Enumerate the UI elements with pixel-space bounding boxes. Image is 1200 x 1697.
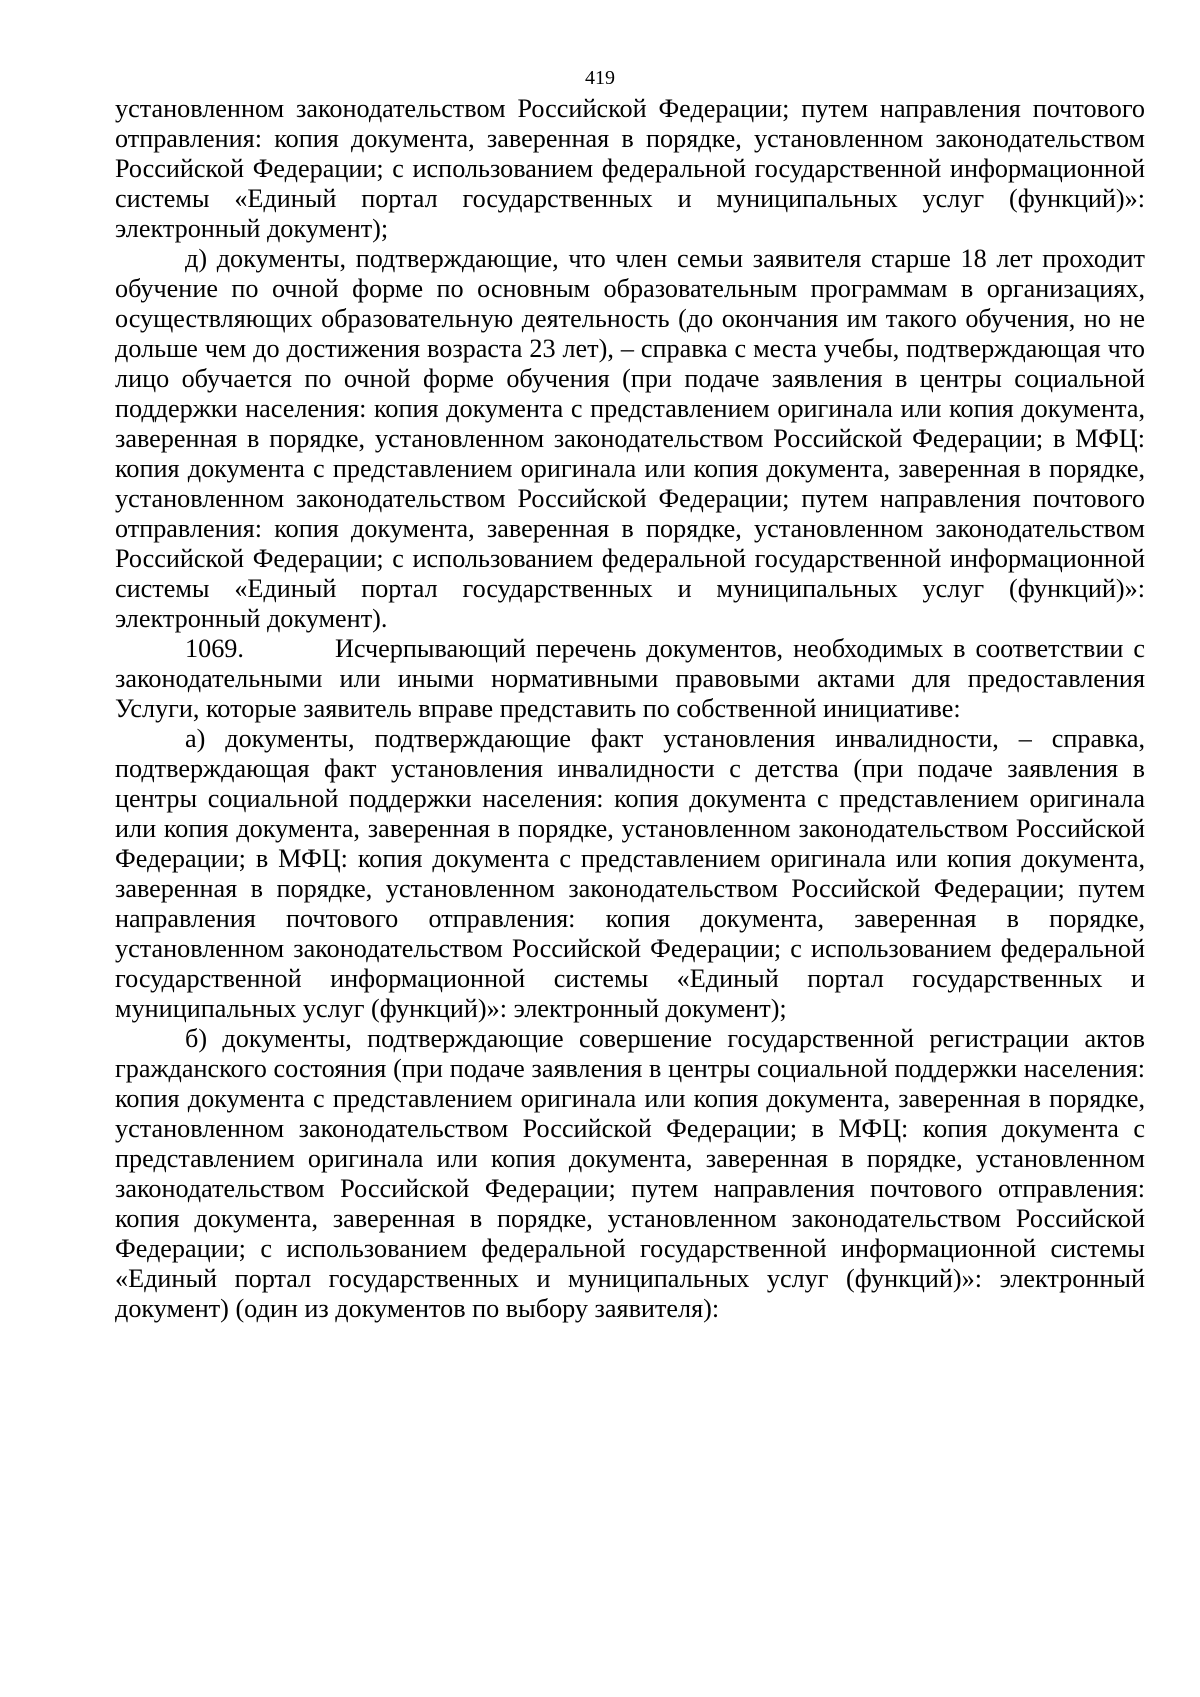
paragraph-item-d: д) документы, подтверждающие, что член семьи заявителя старше 18 лет проходит обучение по очной форме по основным образовательным программам в организациях, осуществляющих образовательную деятельность (до окончания им такого обучения, но не дольше чем до достижения возраста 23 лет), – справка с места учебы, подтверждающая что лицо обучается по очной форме обучения (при подаче заявления в центры социальной поддержки населения: копия документа с представлением оригинала или копия документа, заверенная в порядке, установленном законодательством Российской Федерации; в МФЦ: копия документа с представлением оригинала или копия документа, заверенная в порядке, установленном законодательством Российской Федерации; путем направления почтового отправления: копия документа, заверенная в порядке, установленном законодательством Российской Федерации; с использованием федеральной государственной информационной системы «Единый портал государственных и муниципальных услуг (функций)»: электронный документ). xyxy=(115,244,1145,633)
paragraph-item-a: а) документы, подтверждающие факт установления инвалидности, – справка, подтверждающая факт установления инвалидности с детства (при подаче заявления в центры социальной поддержки населения: копия документа с представлением оригинала или копия документа, заверенная в порядке, установленном законодательством Российской Федерации; в МФЦ: копия документа с представлением оригинала или копия документа, заверенная в порядке, установленном законодательством Российской Федерации; путем направления почтового отправления: копия документа, заверенная в порядке, установленном законодательством Российской Федерации; с использованием федеральной государственной информационной системы «Единый портал государственных и муниципальных услуг (функций)»: электронный документ); xyxy=(115,724,1145,1023)
paragraph-1069 xyxy=(115,634,1145,724)
paragraph-item-b: б) документы, подтверждающие совершение государственной регистрации актов гражданского состояния (при подаче заявления в центры социальной поддержки населения: копия документа с представлением оригинала или копия документа, заверенная в порядке, установленном законодательством Российской Федерации; в МФЦ: копия документа с представлением оригинала или копия документа, заверенная в порядке, установленном законодательством Российской Федерации; путем направления почтового отправления: копия документа, заверенная в порядке, установленном законодательством Российской Федерации; с использованием федеральной государственной информационной системы «Единый портал государственных и муниципальных услуг (функций)»: электронный документ) (один из документов по выбору заявителя): xyxy=(115,1024,1145,1323)
document-body xyxy=(115,94,1145,1324)
paragraph-continuation: установленном законодательством Российской Федерации; путем направления почтового отправления: копия документа, заверенная в порядке, установленном законодательством Российской Федерации; с использованием федеральной государственной информационной системы «Единый портал государственных и муниципальных услуг (функций)»: электронный документ); xyxy=(115,94,1145,243)
paragraph-number: 1069. xyxy=(185,634,244,663)
paragraph-1069-text: Исчерпывающий перечень документов, необходимых в соответствии с законодательными или иными нормативными правовыми актами для предоставления Услуги, которые заявитель вправе представить по собственной инициативе: xyxy=(115,634,1145,723)
page-number: 419 xyxy=(585,67,615,89)
